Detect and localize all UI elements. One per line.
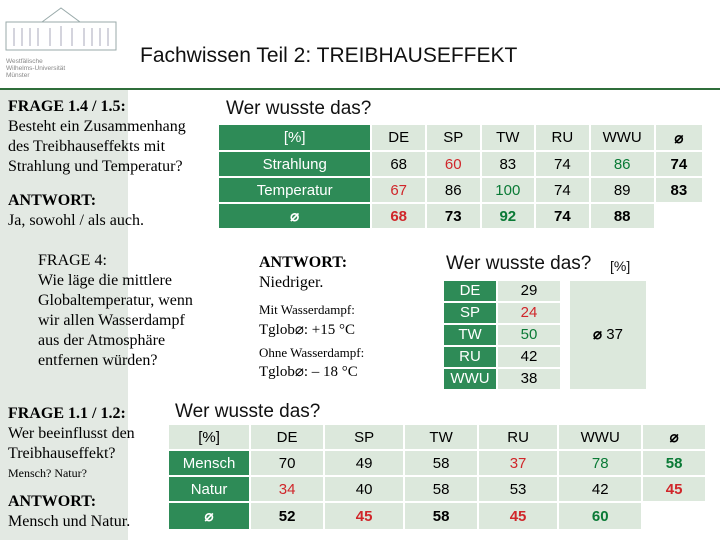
table1-cell: 92 bbox=[482, 204, 535, 228]
logo-line-3: Münster bbox=[6, 72, 30, 79]
table2-value: 38 bbox=[498, 369, 560, 389]
table2-value: 50 bbox=[498, 325, 560, 345]
table3-cell: 37 bbox=[479, 451, 557, 475]
table1-cell: 74 bbox=[536, 178, 589, 202]
table2-label: DE bbox=[444, 281, 496, 301]
question-1-1-heading: FRAGE 1.1 / 1.2: bbox=[8, 405, 126, 422]
ohne-wasserdampf-label: Ohne Wasserdampf: bbox=[259, 345, 365, 360]
answer-1-4-block bbox=[8, 191, 144, 231]
table2-average-box bbox=[570, 281, 646, 389]
table3-header-ru: RU bbox=[479, 425, 557, 449]
table3-cell-avg: 45 bbox=[643, 477, 705, 501]
question-4-line: Wie läge die mittlere bbox=[38, 272, 172, 289]
table2-value: 24 bbox=[498, 303, 560, 323]
table1-cell-empty bbox=[656, 204, 702, 228]
table1-header-wwu: WWU bbox=[591, 125, 654, 150]
answer-4-heading: ANTWORT: bbox=[259, 254, 348, 271]
table2-value: 29 bbox=[498, 281, 560, 301]
table1-cell: 68 bbox=[372, 204, 425, 228]
survey-table-mensch-natur bbox=[167, 423, 707, 531]
table3-cell: 78 bbox=[559, 451, 641, 475]
table3-cell-avg: 58 bbox=[643, 451, 705, 475]
table3-header-tw: TW bbox=[405, 425, 477, 449]
table1-row-label: Temperatur bbox=[219, 178, 370, 202]
logo-line-2: Wilhelms-Universität bbox=[6, 65, 66, 72]
table1-cell: 68 bbox=[372, 152, 425, 176]
question-1-1-line: Treibhauseffekt? bbox=[8, 445, 116, 462]
who-knew-heading-2: Wer wusste das? bbox=[446, 253, 592, 274]
question-1-1-sub: Mensch? Natur? bbox=[8, 466, 87, 480]
table2-label: WWU bbox=[444, 369, 496, 389]
question-1-1-block bbox=[8, 404, 168, 464]
answer-1-4-heading: ANTWORT: bbox=[8, 192, 97, 209]
table1-cell: 88 bbox=[591, 204, 654, 228]
page-title: Fachwissen Teil 2: TREIBHAUSEFFEKT bbox=[140, 44, 518, 67]
table3-cell: 58 bbox=[405, 503, 477, 529]
table1-cell: 67 bbox=[372, 178, 425, 202]
answer-1-1-text: Mensch und Natur. bbox=[8, 513, 131, 530]
table2-value: 42 bbox=[498, 347, 560, 367]
table3-row-label-avg: ⌀ bbox=[169, 503, 249, 529]
table1-cell: 60 bbox=[427, 152, 480, 176]
table3-cell: 40 bbox=[325, 477, 403, 501]
table1-header-unit: [%] bbox=[219, 125, 370, 150]
table1-header-avg: ⌀ bbox=[656, 125, 702, 150]
table1-cell: 100 bbox=[482, 178, 535, 202]
who-knew-2-unit: [%] bbox=[610, 258, 631, 274]
question-1-4-line: des Treibhauseffekts mit bbox=[8, 138, 166, 155]
question-4-heading: FRAGE 4: bbox=[38, 252, 107, 269]
table3-cell: 45 bbox=[325, 503, 403, 529]
table3-cell: 45 bbox=[479, 503, 557, 529]
table3-cell: 34 bbox=[251, 477, 323, 501]
question-4-line: Globaltemperatur, wenn bbox=[38, 292, 193, 309]
table1-cell: 73 bbox=[427, 204, 480, 228]
table2-label: SP bbox=[444, 303, 496, 323]
question-4-line: aus der Atmosphäre bbox=[38, 332, 166, 349]
question-4-line: entfernen würden? bbox=[38, 352, 158, 369]
who-knew-heading-3: Wer wusste das? bbox=[175, 401, 321, 422]
answer-1-4-text: Ja, sowohl / als auch. bbox=[8, 212, 144, 229]
table1-header-sp: SP bbox=[427, 125, 480, 150]
table3-row-label: Mensch bbox=[169, 451, 249, 475]
table3-cell: 60 bbox=[559, 503, 641, 529]
table1-header-tw: TW bbox=[482, 125, 535, 150]
table2-avg-symbol: ⌀ bbox=[593, 326, 603, 343]
question-4-line: wir allen Wasserdampf bbox=[38, 312, 185, 329]
table1-row-label-avg: ⌀ bbox=[219, 204, 370, 228]
table3-cell: 58 bbox=[405, 477, 477, 501]
table3-header-de: DE bbox=[251, 425, 323, 449]
logo-line-1: Westfälische bbox=[6, 58, 43, 65]
table1-cell: 83 bbox=[482, 152, 535, 176]
table3-header-avg: ⌀ bbox=[643, 425, 705, 449]
question-1-4-block bbox=[8, 97, 218, 177]
table3-cell: 70 bbox=[251, 451, 323, 475]
answer-1-1-heading: ANTWORT: bbox=[8, 493, 97, 510]
table3-cell: 58 bbox=[405, 451, 477, 475]
table2-avg-value: 37 bbox=[606, 326, 623, 343]
table1-row-label: Strahlung bbox=[219, 152, 370, 176]
answer-4-block bbox=[259, 253, 347, 293]
table3-cell-empty bbox=[643, 503, 705, 529]
answer-1-1-block bbox=[8, 492, 130, 532]
table3-cell: 49 bbox=[325, 451, 403, 475]
table1-cell: 86 bbox=[591, 152, 654, 176]
table3-cell: 42 bbox=[559, 477, 641, 501]
table3-row-label: Natur bbox=[169, 477, 249, 501]
ohne-wasserdampf-value: Tglob⌀: – 18 °C bbox=[259, 364, 358, 380]
table3-cell: 53 bbox=[479, 477, 557, 501]
table1-header-ru: RU bbox=[536, 125, 589, 150]
who-knew-heading-1: Wer wusste das? bbox=[226, 98, 372, 119]
table1-cell-avg: 83 bbox=[656, 178, 702, 202]
question-1-4-line: Besteht ein Zusammenhang bbox=[8, 118, 186, 135]
table3-header-unit: [%] bbox=[169, 425, 249, 449]
table1-header-de: DE bbox=[372, 125, 425, 150]
question-1-1-line: Wer beeinflusst den bbox=[8, 425, 135, 442]
university-logo bbox=[2, 2, 120, 92]
table1-cell: 74 bbox=[536, 152, 589, 176]
table1-cell: 89 bbox=[591, 178, 654, 202]
survey-table-strahlung-temperatur bbox=[217, 123, 704, 230]
table3-header-sp: SP bbox=[325, 425, 403, 449]
question-1-4-heading: FRAGE 1.4 / 1.5: bbox=[8, 98, 126, 115]
table2-label: TW bbox=[444, 325, 496, 345]
table3-cell: 52 bbox=[251, 503, 323, 529]
table3-header-wwu: WWU bbox=[559, 425, 641, 449]
mit-wasserdampf-label: Mit Wasserdampf: bbox=[259, 302, 355, 317]
mit-wasserdampf-value: Tglob⌀: +15 °C bbox=[259, 322, 355, 338]
question-1-4-line: Strahlung und Temperatur? bbox=[8, 158, 183, 175]
table1-cell: 86 bbox=[427, 178, 480, 202]
university-building-icon bbox=[2, 2, 120, 56]
table1-cell-avg: 74 bbox=[656, 152, 702, 176]
answer-4-text: Niedriger. bbox=[259, 274, 324, 291]
table2-label: RU bbox=[444, 347, 496, 367]
table1-cell: 74 bbox=[536, 204, 589, 228]
question-4-block bbox=[38, 251, 228, 371]
